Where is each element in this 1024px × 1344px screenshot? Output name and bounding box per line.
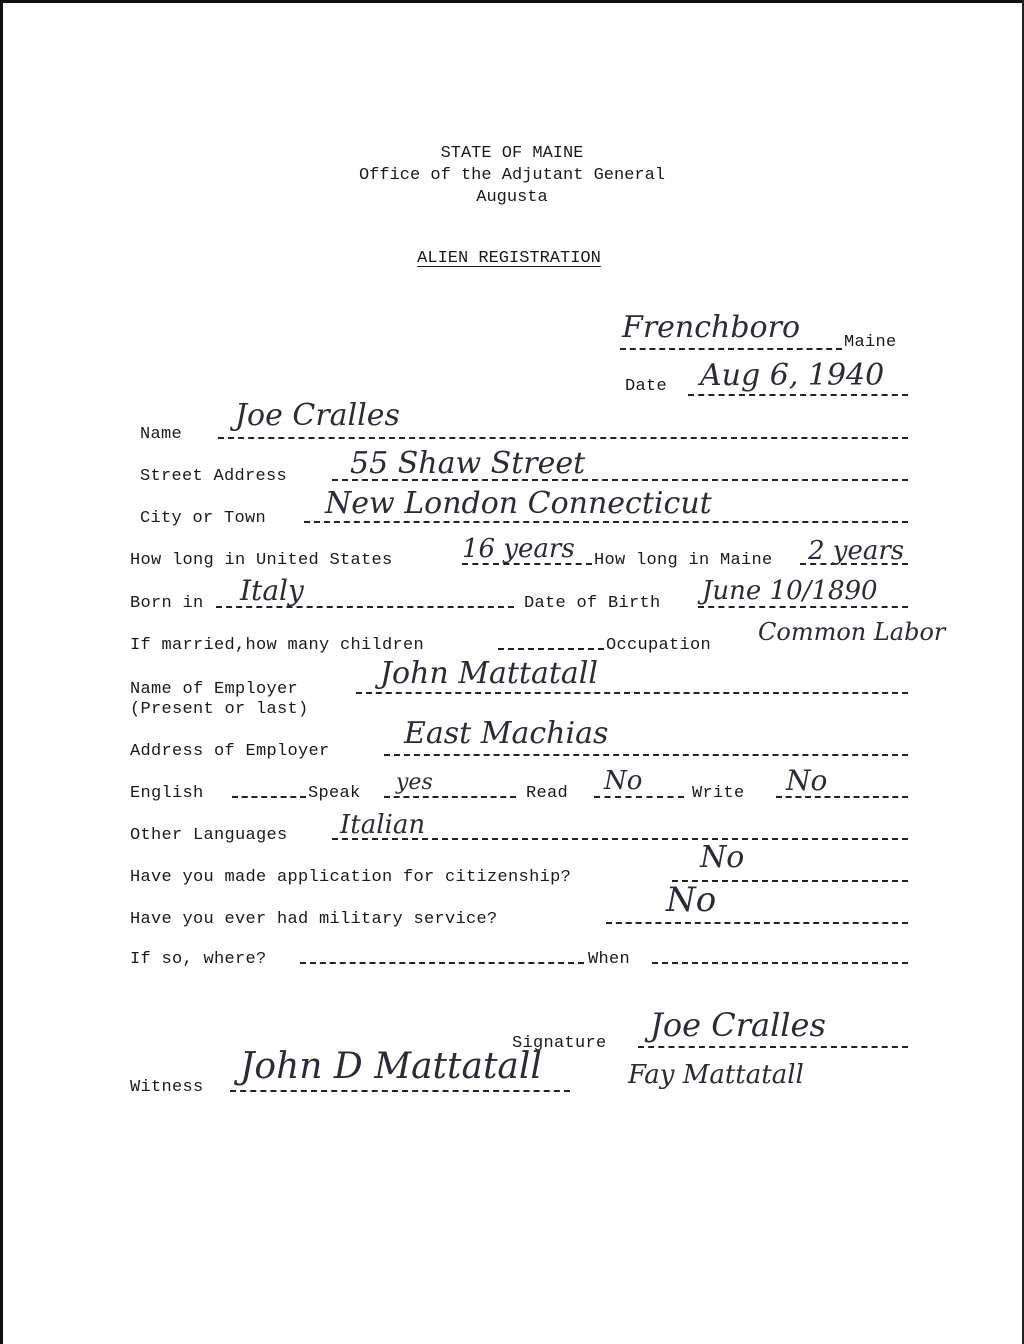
how-long-us-label: How long in United States: [130, 551, 393, 570]
city-entry: New London Connecticut: [325, 486, 712, 521]
read-entry: No: [604, 766, 643, 796]
city-line: [304, 521, 908, 523]
header-office: Office of the Adjutant General: [358, 166, 666, 185]
date-entry: Aug 6, 1940: [700, 358, 885, 393]
born-in-entry: Italy: [240, 574, 304, 607]
street-entry: 55 Shaw Street: [350, 446, 586, 481]
read-line: [594, 796, 684, 798]
street-label: Street Address: [140, 467, 288, 486]
town-entry: Frenchboro: [622, 310, 801, 345]
name-label: Name: [140, 425, 183, 444]
witness-entry-2: Fay Mattatall: [628, 1060, 804, 1090]
employer-address-label: Address of Employer: [130, 742, 330, 761]
citizenship-label: Have you made application for citizenship?: [130, 868, 572, 887]
occupation-entry: Common Labor: [758, 618, 946, 646]
employer-entry: John Mattatall: [380, 656, 598, 691]
write-entry: No: [786, 764, 828, 797]
married-line: [498, 648, 604, 650]
employer-line: [356, 692, 908, 694]
town-line: [620, 348, 842, 350]
name-line: [218, 437, 908, 439]
header-state: STATE OF MAINE: [440, 144, 584, 163]
employer-address-line: [384, 754, 908, 756]
city-label: City or Town: [140, 509, 267, 528]
speak-entry: yes: [396, 770, 433, 795]
military-label: Have you ever had military service?: [130, 910, 498, 929]
header-city: Augusta: [476, 188, 548, 207]
witness-label: Witness: [130, 1078, 204, 1097]
if-so-where-label: If so, where?: [130, 950, 267, 969]
military-entry: No: [666, 880, 717, 920]
citizenship-entry: No: [700, 840, 745, 875]
how-long-maine-entry: 2 years: [808, 536, 905, 566]
date-line: [688, 394, 908, 396]
employer-address-entry: East Machias: [404, 716, 609, 751]
dob-label: Date of Birth: [524, 594, 661, 613]
employer-note: (Present or last): [130, 700, 309, 719]
occupation-label: Occupation: [606, 636, 712, 655]
when-label: When: [588, 950, 631, 969]
married-label: If married,how many children: [130, 636, 425, 655]
date-label: Date: [625, 377, 668, 396]
if-so-where-line: [300, 962, 584, 964]
dob-entry: June 10/1890: [702, 576, 878, 606]
born-in-label: Born in: [130, 594, 204, 613]
employer-label: Name of Employer: [130, 680, 299, 699]
other-languages-entry: Italian: [340, 810, 426, 840]
witness-entry: John D Mattatall: [240, 1046, 542, 1087]
signature-entry: Joe Cralles: [650, 1006, 826, 1044]
english-line: [232, 796, 306, 798]
signature-line: [638, 1046, 908, 1048]
maine-label: Maine: [844, 333, 897, 352]
name-entry: Joe Cralles: [235, 398, 400, 433]
write-label: Write: [692, 784, 745, 803]
dob-line: [698, 606, 908, 608]
military-line: [606, 922, 908, 924]
speak-line: [384, 796, 516, 798]
read-label: Read: [526, 784, 569, 803]
witness-line: [230, 1090, 570, 1092]
how-long-us-entry: 16 years: [462, 534, 575, 564]
other-languages-label: Other Languages: [130, 826, 288, 845]
scan-edge-top: [0, 0, 1024, 3]
form-title: ALIEN REGISTRATION: [417, 249, 601, 268]
when-line: [652, 962, 908, 964]
signature-label: Signature: [512, 1034, 607, 1053]
english-label: English: [130, 784, 204, 803]
speak-label: Speak: [308, 784, 361, 803]
how-long-maine-label: How long in Maine: [594, 551, 773, 570]
